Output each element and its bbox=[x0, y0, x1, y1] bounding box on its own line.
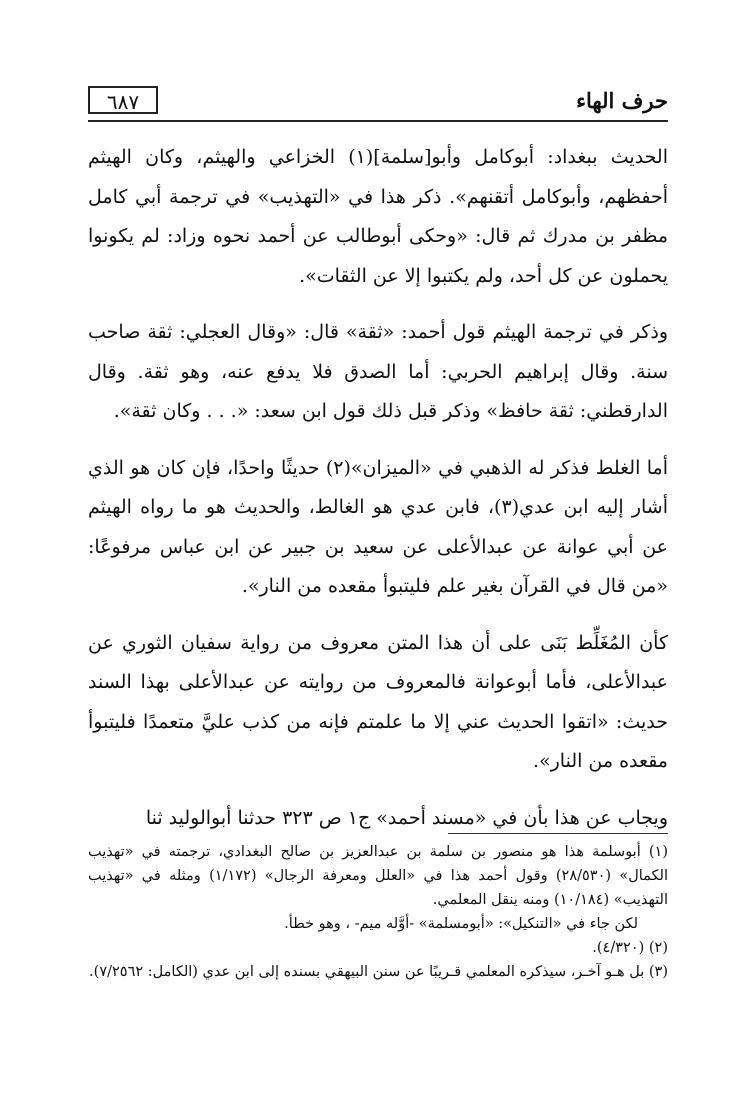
header-rule bbox=[88, 120, 668, 122]
paragraph: ويجاب عن هذا بأن في «مسند أحمد» ج١ ص ٣٢٣ حدثنا أبوالوليد ثنا bbox=[145, 806, 668, 829]
paragraph: الحديث ببغداد: أبوكامل وأبو[سلمة](١) الخزاعي والهيثم، وكان الهيثم أحفظهم، وأبوكامل أتقنهم». ذكر هذا في «التهذيب» في ترجمة أبي كامل مظفر بن مدرك ثم قال: «وحكى أبوطالب عن أحمد نحوه وزاد: لم يكونوا يحملون عن كل أحد، ولم يكتبوا إلا عن الثقات». bbox=[88, 146, 669, 287]
footnote-continuation: لكن جاء في «التنكيل»: «أبومسلمة» -أوَّله ميم- ، وهو خطأ. bbox=[284, 916, 638, 932]
footnotes bbox=[88, 840, 668, 984]
footnote-separator bbox=[448, 833, 668, 834]
main-text bbox=[88, 138, 668, 855]
page-number-box: ٦٨٧ bbox=[88, 86, 158, 114]
paragraph: أما الغلط فذكر له الذهبي في «الميزان»(٢) حديثًا واحدًا، فإن كان هو الذي أشار إليه ابن عدي(٣)، فابن عدي هو الغالط، والحديث هو ما رواه الهيثم عن أبي عوانة عن عبدالأعلى عن سعيد بن جبير عن ابن عباس مرفوعًا: «من قال في القرآن بغير علم فليتبوأ مقعده من النار». bbox=[88, 456, 668, 597]
page-header bbox=[88, 86, 668, 120]
paragraph: وذكر في ترجمة الهيثم قول أحمد: «ثقة» قال: «وقال العجلي: ثقة صاحب سنة. وقال إبراهيم الحربي: أما الصدق فلا يدفع عنه، وهو ثقة. وقال الدارقطني: ثقة حافظ» وذكر قبل ذلك قول ابن سعد: «. . . وكان ثقة». bbox=[88, 321, 668, 422]
footnote: (٣) بل هـو آخـر، سيذكره المعلمي قـريبًا عن سنن البيهقي بسنده إلى ابن عدي (الكامل: ٧/٢٥٦٢). bbox=[89, 964, 668, 980]
footnote: (١) أبوسلمة هذا هو منصور بن سلمة بن عبدالعزيز بن صالح البغدادي، ترجمته في «تهذيب الكمال» (٢٨/٥٣٠) وقول أحمد هذا في «العلل ومعرفة الرجال» (١/١٧٢) ومثله في «تهذيب التهذيب» (١٠/١٨٤) ومنه ينقل المعلمي. bbox=[88, 844, 668, 908]
section-title: حرف الهاء bbox=[576, 88, 668, 113]
footnote: (٢) (٤/٣٢٠). bbox=[592, 940, 668, 956]
paragraph: كأن المُغَلِّط بَنَى على أن هذا المتن معروف من رواية سفيان الثوري عن عبدالأعلى، فأما أبوعوانة فالمعروف من روايته عن عبدالأعلى بهذا السند حديث: «اتقوا الحديث عني إلا ما علمتم فإنه من كذب عليَّ متعمدًا فليتبوأ مقعده من النار». bbox=[88, 631, 668, 772]
